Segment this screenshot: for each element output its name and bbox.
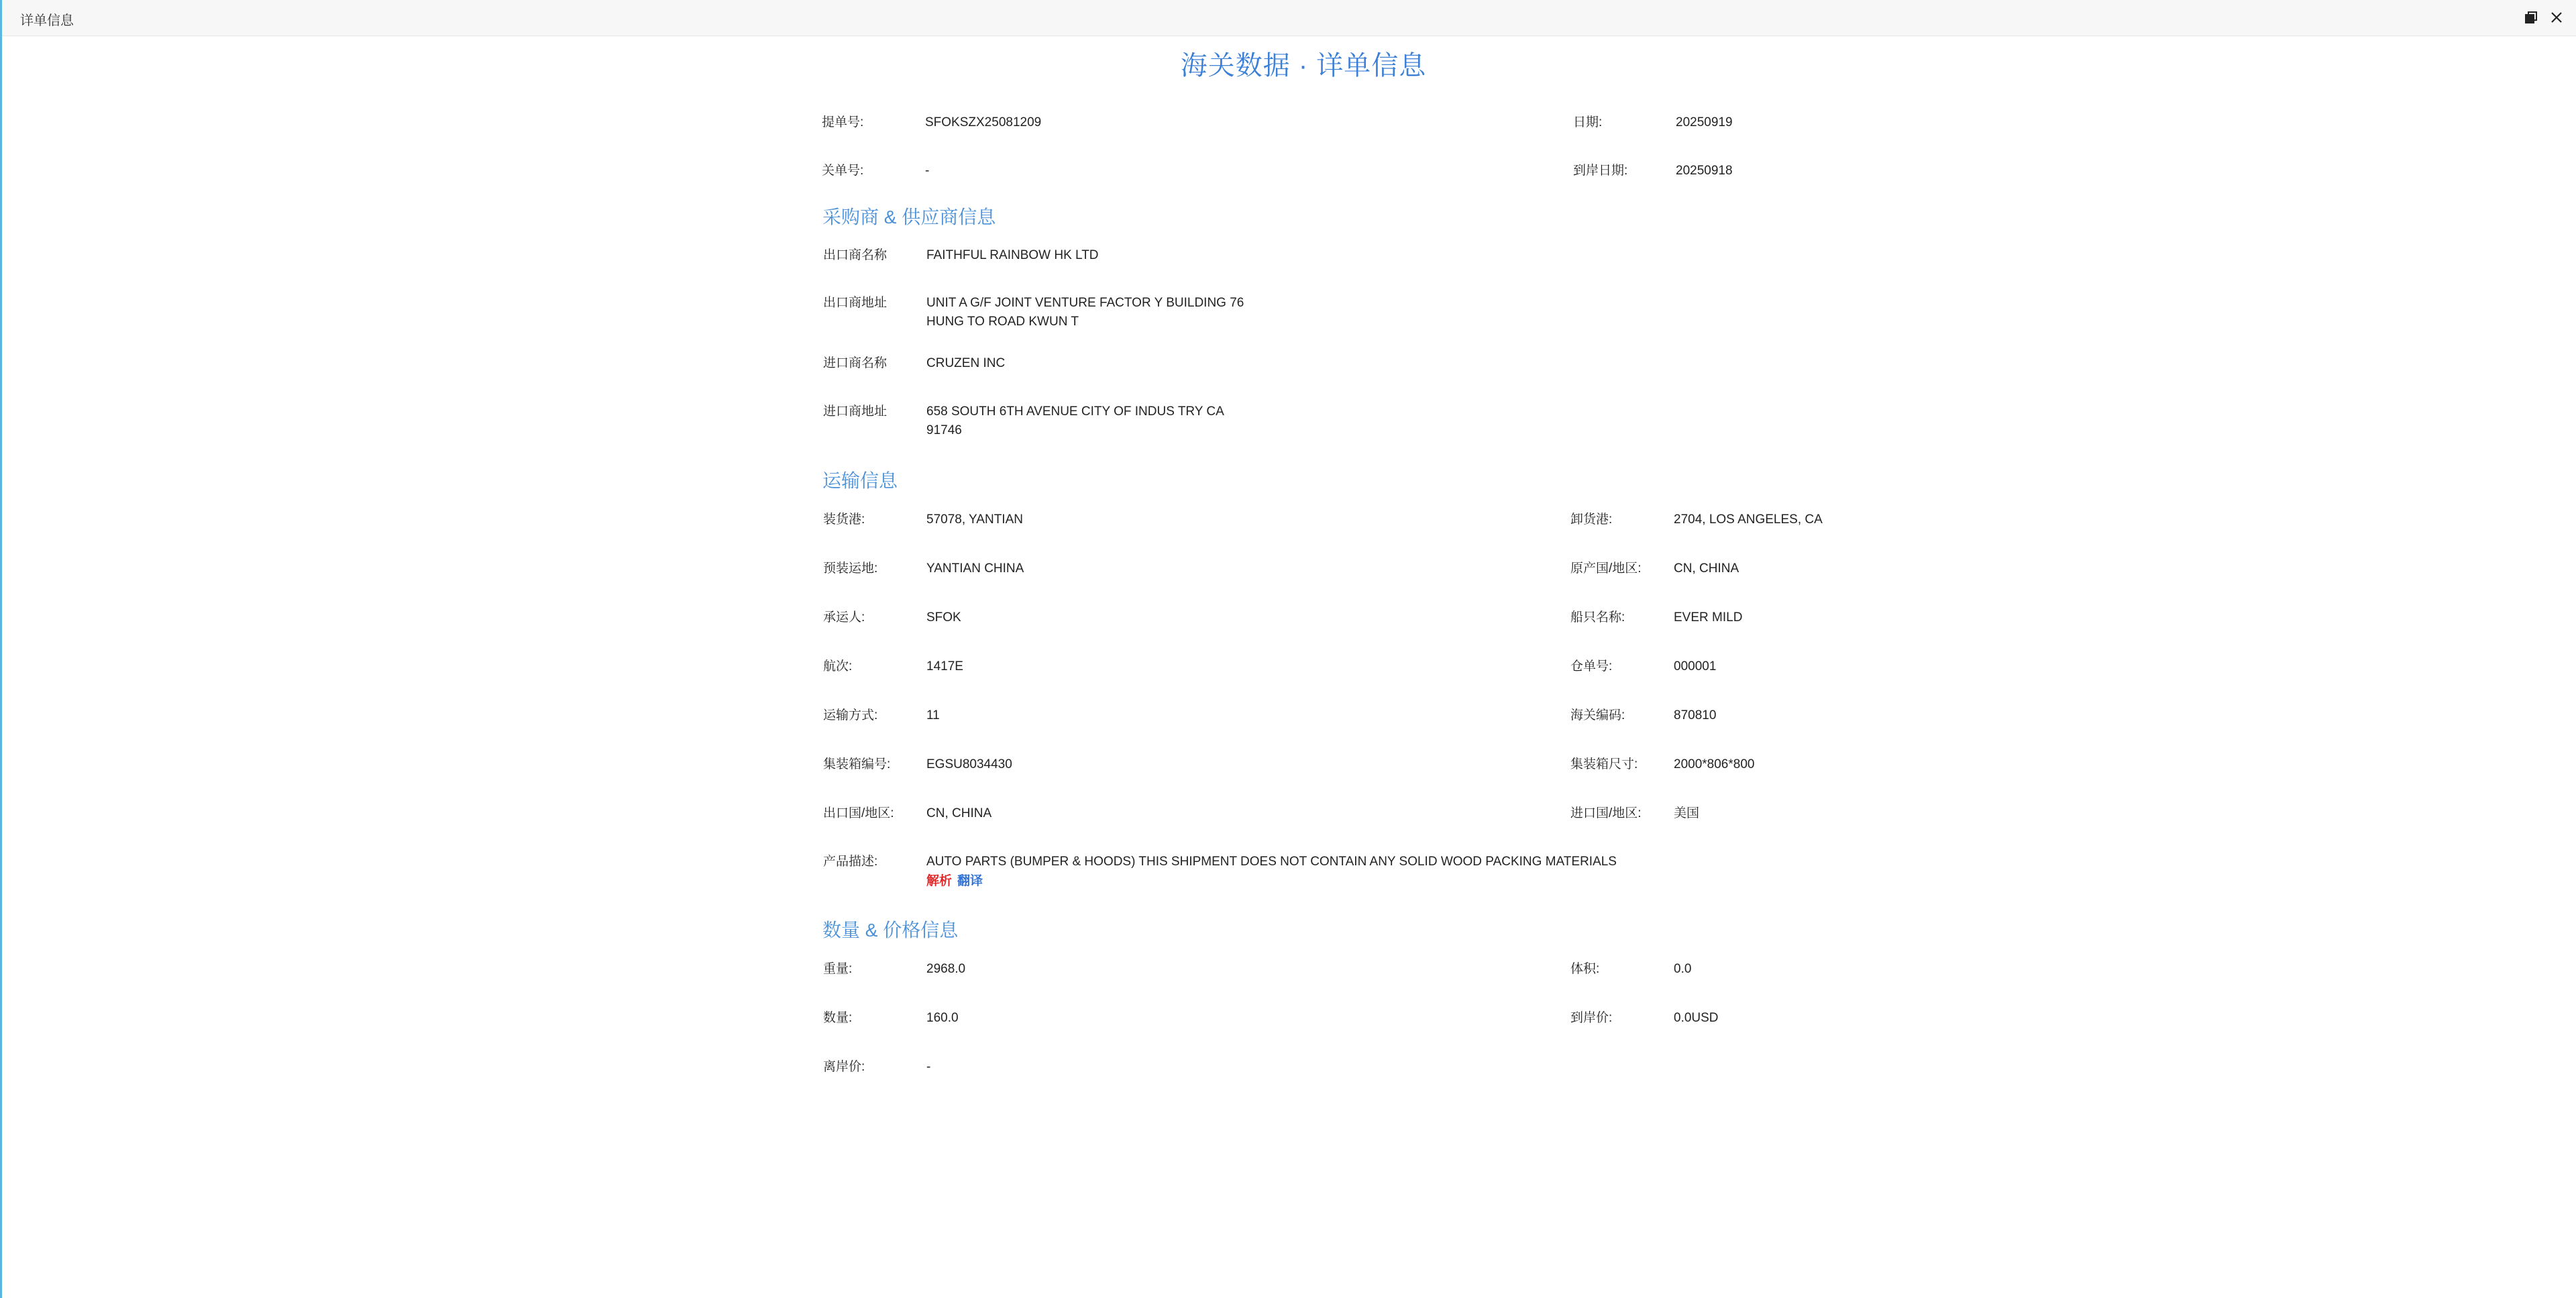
section-title-parties: 采购商 & 供应商信息 [822,207,996,227]
section-title-quantity: 数量 & 价格信息 [822,920,959,940]
section-title-transport: 运输信息 [822,470,898,491]
translate-link[interactable]: 翻译 [957,874,983,888]
cif-price-value: 0.0USD [1674,1011,1719,1025]
hs-code-value: 870810 [1674,708,1717,722]
manifest-value: 000001 [1674,659,1717,673]
volume-label: 体积: [1570,962,1600,976]
arrival-date-value: 20250918 [1676,164,1733,178]
exporter-address-line1: UNIT A G/F JOINT VENTURE FACTOR Y BUILDING 76 [926,296,1244,310]
container-no-value: EGSU8034430 [926,757,1012,771]
loading-port-label: 装货港: [823,512,865,527]
exporter-address-line2: HUNG TO ROAD KWUN T [926,315,1079,329]
product-desc-label: 产品描述: [823,855,878,869]
exporter-name-value: FAITHFUL RAINBOW HK LTD [926,248,1099,262]
importer-address-label: 进口商地址 [823,404,888,419]
importer-address-line2: 91746 [926,423,962,437]
voyage-label: 航次: [823,659,853,673]
window-titlebar [2,0,2576,36]
transport-mode-value: 11 [926,708,940,722]
customs-no-label: 关单号: [822,164,864,178]
customs-no-value: - [925,164,930,178]
carrier-label: 承运人: [823,610,865,625]
volume-value: 0.0 [1674,962,1692,976]
manifest-label: 仓单号: [1570,659,1613,673]
fob-price-label: 离岸价: [823,1060,865,1074]
weight-label: 重量: [823,962,853,976]
weight-value: 2968.0 [926,962,966,976]
page-title: 海关数据 · 详单信息 [1180,51,1427,80]
export-country-label: 出口国/地区: [823,806,894,820]
product-desc-actions [926,872,983,891]
product-desc-value: AUTO PARTS (BUMPER & HOODS) THIS SHIPMENT DOES NOT CONTAIN ANY SOLID WOOD PACKING MATERIALS [926,855,1617,869]
importer-name-label: 进口商名称 [823,356,888,370]
unloading-port-value: 2704, LOS ANGELES, CA [1674,512,1823,527]
import-country-value: 美国 [1674,806,1700,820]
pre-loading-label: 预装运地: [823,561,878,576]
origin-country-value: CN, CHINA [1674,561,1739,576]
quantity-value: 160.0 [926,1011,959,1025]
bill-no-label: 提单号: [822,115,864,129]
hs-code-label: 海关编码: [1570,708,1625,722]
loading-port-value: 57078, YANTIAN [926,512,1023,527]
import-country-label: 进口国/地区: [1570,806,1642,820]
restore-window-icon[interactable] [2520,7,2542,28]
window-title: 详单信息 [20,13,74,28]
container-size-label: 集装箱尺寸: [1570,757,1638,771]
parse-link[interactable]: 解析 [926,874,953,888]
importer-address-line1: 658 SOUTH 6TH AVENUE CITY OF INDUS TRY CA [926,404,1224,419]
carrier-value: SFOK [926,610,961,625]
origin-country-label: 原产国/地区: [1570,561,1642,576]
voyage-value: 1417E [926,659,963,673]
date-value: 20250919 [1676,115,1733,129]
container-no-label: 集装箱编号: [823,757,891,771]
bill-no-value: SFOKSZX25081209 [925,115,1042,129]
cif-price-label: 到岸价: [1570,1011,1613,1025]
exporter-address-label: 出口商地址 [823,296,888,310]
arrival-date-label: 到岸日期: [1573,164,1628,178]
close-icon[interactable] [2546,7,2567,28]
importer-name-value: CRUZEN INC [926,356,1006,370]
quantity-label: 数量: [823,1011,853,1025]
container-size-value: 2000*806*800 [1674,757,1755,771]
exporter-name-label: 出口商名称 [823,248,888,262]
date-label: 日期: [1573,115,1603,129]
unloading-port-label: 卸货港: [1570,512,1613,527]
vessel-label: 船只名称: [1570,610,1625,625]
transport-mode-label: 运输方式: [823,708,878,722]
pre-loading-value: YANTIAN CHINA [926,561,1024,576]
vessel-value: EVER MILD [1674,610,1743,625]
fob-price-value: - [926,1060,931,1074]
export-country-value: CN, CHINA [926,806,992,820]
